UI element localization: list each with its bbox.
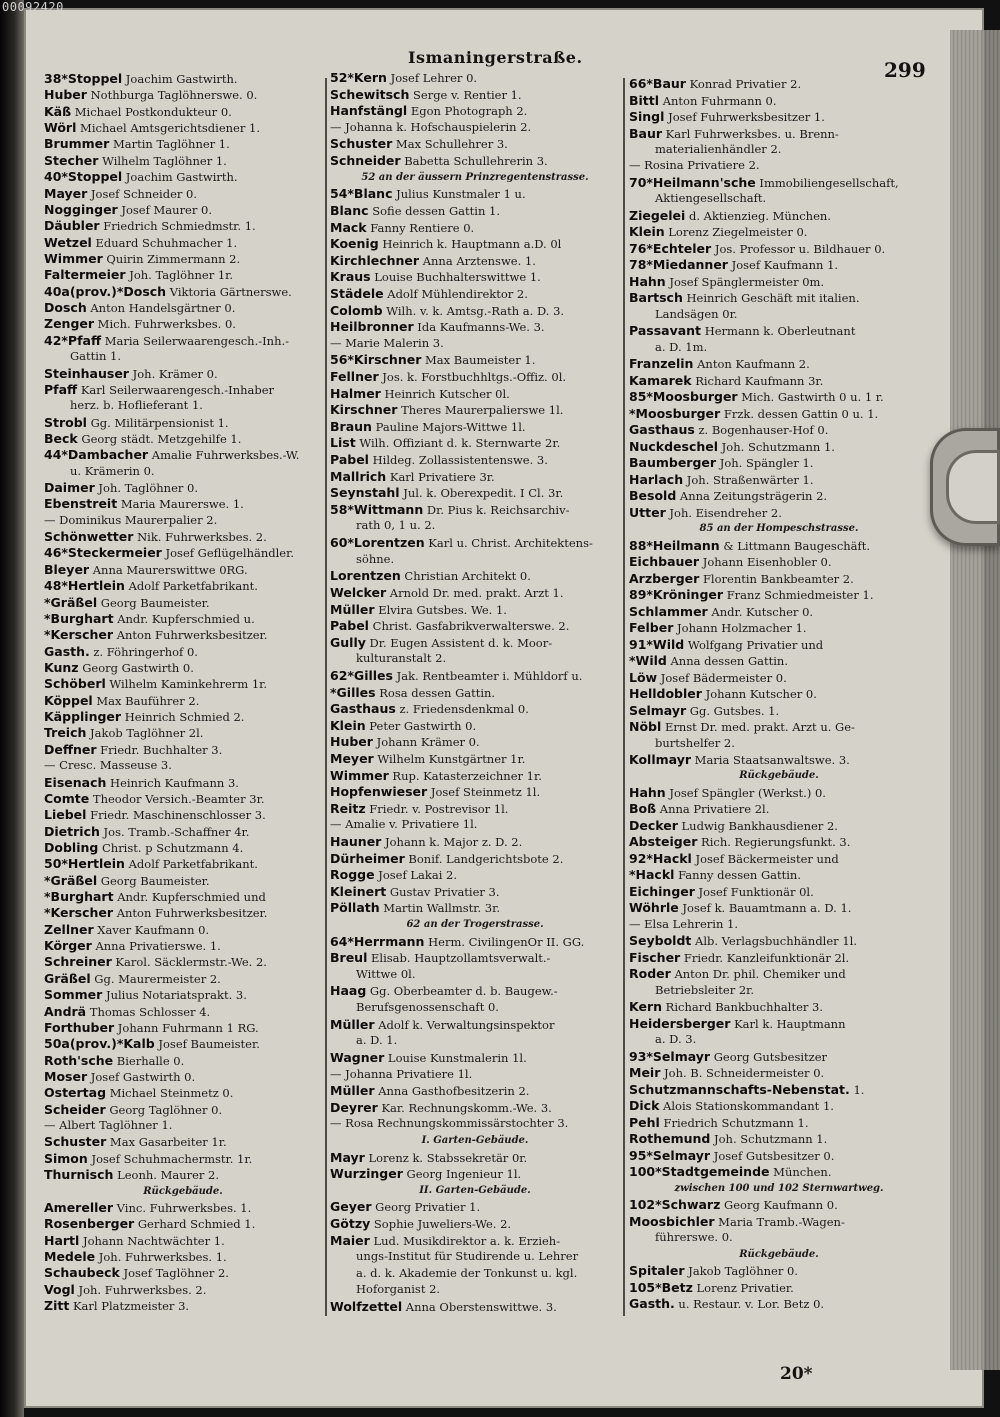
directory-entry: Eichbauer Johann Eisenhobler 0.	[629, 554, 832, 570]
directory-entry: Kirschner Theres Maurerpalierswe 1l.	[330, 402, 564, 418]
directory-entry: Beck Georg städt. Metzgehilfe 1.	[44, 430, 242, 446]
directory-entry: Wimmer Rup. Katasterzeichner 1r.	[330, 767, 542, 783]
directory-entry: Wolfzettel Anna Oberstenswittwe. 3.	[330, 1299, 557, 1314]
directory-entry: Zenger Mich. Fuhrwerksbes. 0.	[44, 316, 236, 332]
directory-entry: Spitaler Jakob Taglöhner 0.	[629, 1263, 798, 1278]
directory-entry: *Burghart Andr. Kupferschmied u.	[44, 610, 255, 626]
directory-entry: Bleyer Anna Maurerswittwe 0RG.	[44, 561, 248, 577]
directory-entry: Götzy Sophie Juweliers-We. 2.	[330, 1216, 512, 1231]
directory-entry: Dosch Anton Handelsgärtner 0.	[44, 300, 236, 315]
directory-entry: Gattin 1.	[70, 349, 121, 364]
directory-entry: Gasthaus z. Bogenhauser-Hof 0.	[629, 422, 829, 438]
directory-entry: Deyrer Kar. Rechnungskomm.-We. 3.	[330, 1099, 552, 1115]
directory-entry: führerswe. 0.	[655, 1230, 733, 1245]
directory-entry: — Amalie v. Privatiere 1l.	[330, 817, 478, 832]
directory-entry: Dürheimer Bonif. Landgerichtsbote 2.	[330, 850, 564, 866]
directory-entry: Hopfenwieser Josef Steinmetz 1l.	[330, 784, 541, 800]
directory-entry: Käpplinger Heinrich Schmied 2.	[44, 709, 245, 724]
directory-entry: — Johanna Privatiere 1l.	[330, 1066, 473, 1081]
directory-entry: Gasthaus z. Friedensdenkmal 0.	[330, 701, 529, 717]
directory-column-2	[330, 0, 620, 1417]
directory-entry: Seynstahl Jul. k. Oberexpedit. I Cl. 3r.	[330, 485, 564, 501]
directory-entry: — Dominikus Maurerpalier 2.	[44, 512, 218, 527]
directory-entry: Koenig Heinrich k. Hauptmann a.D. 0l	[330, 236, 562, 252]
directory-entry: Decker Ludwig Bankhausdiener 2.	[629, 817, 838, 833]
directory-entry: Müller Anna Gasthofbesitzerin 2.	[330, 1083, 530, 1099]
directory-entry: Hauner Johann k. Major z. D. 2.	[330, 834, 523, 849]
directory-entry: — Marie Malerin 3.	[330, 335, 444, 350]
directory-entry: Moosbichler Maria Tramb.-Wagen-	[629, 1213, 845, 1229]
directory-entry: 62 an der Trogerstrasse.	[406, 919, 544, 930]
directory-entry: materialienhändler 2.	[655, 141, 782, 156]
directory-entry: Kraus Louise Buchhalterswittwe 1.	[330, 269, 541, 285]
directory-entry: zwischen 100 und 102 Sternwartweg.	[674, 1182, 884, 1194]
directory-entry: 42*Pfaff Maria Seilerwaarengesch.-Inh.-	[44, 332, 290, 348]
directory-entry: Pfaff Karl Seilerwaarengesch.-Inhaber	[44, 381, 275, 397]
directory-entry: 102*Schwarz Georg Kaufmann 0.	[629, 1197, 838, 1213]
directory-entry: Andrä Thomas Schlosser 4.	[44, 1003, 211, 1019]
directory-entry: Breul Elisab. Hauptzollamtsverwalt.-	[330, 950, 551, 966]
directory-entry: Colomb Wilh. v. k. Amtsg.-Rath a. D. 3.	[330, 302, 565, 318]
directory-column-1	[44, 0, 322, 1417]
directory-entry: 93*Selmayr Georg Gutsbesitzer	[629, 1048, 828, 1064]
directory-entry: Meir Joh. B. Schneidermeister 0.	[629, 1065, 825, 1081]
directory-entry: Schuster Max Gasarbeiter 1r.	[44, 1134, 227, 1150]
directory-entry: II. Garten-Gebäude.	[419, 1184, 531, 1196]
directory-entry: Rückgebäude.	[143, 1185, 223, 1197]
directory-entry: Kleinert Gustav Privatier 3.	[330, 883, 500, 899]
directory-entry: Wörl Michael Amtsgerichtsdiener 1.	[44, 120, 260, 136]
page-clip-inner	[946, 450, 1000, 524]
directory-entry: Wimmer Quirin Zimmermann 2.	[44, 251, 241, 266]
directory-entry: Baumberger Joh. Spängler 1.	[629, 455, 814, 471]
directory-entry: Nöbl Ernst Dr. med. prakt. Arzt u. Ge-	[629, 719, 855, 734]
directory-entry: Huber Johann Krämer 0.	[330, 734, 480, 750]
directory-entry: Zitt Karl Platzmeister 3.	[44, 1298, 190, 1313]
directory-entry: 44*Dambacher Amalie Fuhrwerksbes.-W.	[44, 447, 300, 463]
directory-entry: Schuster Max Schullehrer 3.	[330, 136, 508, 152]
directory-entry: Kirchlechner Anna Arztenswe. 1.	[330, 252, 536, 268]
directory-entry: Scheider Georg Taglöhner 0.	[44, 1101, 223, 1117]
directory-entry: — Elsa Lehrerin 1.	[629, 916, 739, 931]
directory-entry: 52 an der äussern Prinzregentenstrasse.	[361, 171, 589, 183]
directory-entry: Roth'sche Bierhalle 0.	[44, 1052, 185, 1068]
directory-entry: Maier Lud. Musikdirektor a. k. Erzieh-	[330, 1232, 561, 1248]
directory-entry: 54*Blanc Julius Kunstmaler 1 u.	[330, 186, 526, 202]
directory-entry: Kern Richard Bankbuchhalter 3.	[629, 999, 824, 1015]
directory-entry: Utter Joh. Eisendreher 2.	[629, 504, 782, 520]
directory-entry: Löw Josef Bädermeister 0.	[629, 669, 787, 685]
directory-entry: Stecher Wilhelm Taglöhner 1.	[44, 152, 227, 168]
directory-entry: 92*Hackl Josef Bäckermeister und	[629, 850, 839, 866]
directory-entry: Gasth. z. Föhringerhof 0.	[44, 643, 198, 659]
directory-entry: Haag Gg. Oberbeamter d. b. Baugew.-	[330, 983, 558, 999]
directory-entry: Dietrich Jos. Tramb.-Schaffner 4r.	[44, 823, 250, 839]
directory-entry: Helldobler Johann Kutscher 0.	[629, 686, 817, 701]
directory-entry: Hahn Josef Spänglermeister 0m.	[629, 273, 825, 289]
directory-entry: Faltermeier Joh. Taglöhner 1r.	[44, 267, 234, 283]
directory-entry: Mallrich Karl Privatiere 3r.	[330, 468, 495, 484]
directory-entry: Rothemund Joh. Schutzmann 1.	[629, 1131, 828, 1147]
directory-entry: Huber Nothburga Taglöhnerswe. 0.	[44, 87, 258, 103]
directory-entry: Selmayr Gg. Gutsbes. 1.	[629, 702, 780, 718]
directory-entry: Schöberl Wilhelm Kaminkehrerm 1r.	[44, 676, 268, 692]
directory-entry: Körger Anna Privatierswe. 1.	[44, 938, 221, 954]
directory-entry: Ebenstreit Maria Maurerswe. 1.	[44, 496, 244, 512]
directory-entry: 66*Baur Konrad Privatier 2.	[629, 76, 802, 91]
directory-entry: *Moosburger Frzk. dessen Gattin 0 u. 1.	[629, 405, 879, 421]
directory-entry: Singl Josef Fuhrwerksbesitzer 1.	[629, 109, 825, 124]
directory-entry: Bittl Anton Fuhrmann 0.	[629, 92, 777, 108]
directory-entry: *Kerscher Anton Fuhrwerksbesitzer.	[44, 627, 268, 643]
directory-entry: Reitz Friedr. v. Postrevisor 1l.	[330, 800, 509, 816]
scan-id-stamp: 00092420	[2, 0, 64, 14]
directory-entry: Medele Joh. Fuhrwerksbes. 1.	[44, 1248, 227, 1264]
directory-entry: 38*Stoppel Joachim Gastwirth.	[44, 71, 238, 86]
directory-entry: Gasth. u. Restaur. v. Lor. Betz 0.	[629, 1296, 825, 1311]
directory-column-3	[629, 0, 929, 1417]
directory-entry: *Wild Anna dessen Gattin.	[629, 653, 788, 668]
directory-entry: Heidersberger Karl k. Hauptmann	[629, 1015, 846, 1031]
directory-entry: Aktiengesellschaft.	[655, 191, 767, 206]
directory-entry: 64*Herrmann Herm. CivilingenOr II. GG.	[330, 933, 585, 949]
directory-entry: 52*Kern Josef Lehrer 0.	[330, 70, 478, 85]
directory-entry: Felber Johann Holzmacher 1.	[629, 620, 807, 636]
directory-entry: Wetzel Eduard Schuhmacher 1.	[44, 234, 238, 250]
directory-entry: — Rosa Rechnungskommissärstochter 3.	[330, 1116, 569, 1131]
directory-entry: Berufsgenossenschaft 0.	[356, 1000, 499, 1015]
directory-entry: Braun Pauline Majors-Wittwe 1l.	[330, 418, 526, 434]
directory-entry: Brummer Martin Taglöhner 1.	[44, 136, 230, 152]
directory-entry: Nuckdeschel Joh. Schutzmann 1.	[629, 438, 835, 454]
directory-entry: Hanfstängl Egon Photograph 2.	[330, 103, 528, 119]
directory-entry: Wurzinger Georg Ingenieur 1l.	[330, 1166, 522, 1182]
street-header: Ismaningerstraße.	[408, 48, 583, 67]
directory-entry: u. Krämerin 0.	[70, 463, 155, 478]
directory-entry: a. d. k. Akademie der Tonkunst u. kgl.	[356, 1265, 578, 1280]
directory-entry: 70*Heilmann'sche Immobiliengesellschaft,	[629, 174, 899, 190]
directory-entry: List Wilh. Offiziant d. k. Sternwarte 2r.	[330, 435, 561, 451]
directory-entry: 60*Lorentzen Karl u. Christ. Architektens-	[330, 535, 593, 550]
directory-entry: 95*Selmayr Josef Gutsbesitzer 0.	[629, 1147, 835, 1163]
directory-entry: Steinhauser Joh. Krämer 0.	[44, 365, 218, 381]
directory-entry: — Johanna k. Hofschauspielerin 2.	[330, 119, 532, 134]
directory-entry: Thurnisch Leonh. Maurer 2.	[44, 1167, 220, 1183]
directory-entry: Pabel Hildeg. Zollassistentenswe. 3.	[330, 452, 548, 467]
directory-entry: *Gräßel Georg Baumeister.	[44, 594, 210, 610]
directory-entry: Ostertag Michael Steinmetz 0.	[44, 1085, 234, 1101]
directory-entry: söhne.	[356, 551, 395, 566]
directory-entry: Treich Jakob Taglöhner 2l.	[44, 725, 204, 741]
directory-entry: Däubler Friedrich Schmiedmstr. 1.	[44, 218, 256, 234]
directory-entry: *Hackl Fanny dessen Gattin.	[629, 867, 801, 883]
directory-entry: — Albert Taglöhner 1.	[44, 1118, 173, 1132]
directory-entry: ungs-Institut für Studirende u. Lehrer	[356, 1249, 579, 1264]
directory-entry: Wöhrle Josef k. Bauamtmann a. D. 1.	[629, 900, 852, 916]
directory-entry: Kamarek Richard Kaufmann 3r.	[629, 372, 824, 388]
directory-entry: Ziegelei d. Aktienzieg. München.	[629, 207, 831, 223]
directory-entry: Eisenach Heinrich Kaufmann 3.	[44, 774, 239, 790]
page-number: 299	[884, 58, 926, 82]
directory-entry: a. D. 1m.	[655, 339, 708, 354]
directory-entry: Absteiger Rich. Regierungsfunkt. 3.	[629, 834, 851, 850]
directory-entry: 56*Kirschner Max Baumeister 1.	[330, 352, 536, 368]
directory-entry: Daimer Joh. Taglöhner 0.	[44, 480, 199, 495]
directory-entry: Harlach Joh. Straßenwärter 1.	[629, 471, 814, 487]
directory-entry: Lorentzen Christian Architekt 0.	[330, 568, 531, 584]
directory-entry: Besold Anna Zeitungsträgerin 2.	[629, 488, 828, 504]
directory-entry: Hartl Johann Nachtwächter 1.	[44, 1232, 225, 1248]
directory-entry: Rückgebäude.	[739, 770, 819, 782]
directory-entry: 85*Moosburger Mich. Gastwirth 0 u. 1 r.	[629, 389, 884, 405]
directory-entry: Schneider Babetta Schullehrerin 3.	[330, 153, 548, 168]
directory-entry: Schewitsch Serge v. Rentier 1.	[330, 86, 522, 102]
directory-entry: Passavant Hermann k. Oberleutnant	[629, 323, 856, 339]
directory-entry: Seyboldt Alb. Verlagsbuchhändler 1l.	[629, 933, 857, 949]
directory-entry: Arzberger Florentin Bankbeamter 2.	[629, 570, 854, 586]
directory-entry: Pöllath Martin Wallmstr. 3r.	[330, 900, 500, 916]
directory-entry: herz. b. Hoflieferant 1.	[70, 398, 203, 413]
page-edges	[950, 30, 1000, 1370]
directory-entry: Amereller Vinc. Fuhrwerksbes. 1.	[44, 1199, 252, 1215]
directory-entry: 40*Stoppel Joachim Gastwirth.	[44, 169, 238, 185]
directory-entry: Dobling Christ. p Schutzmann 4.	[44, 839, 244, 855]
directory-entry: Mayr Lorenz k. Stabssekretär 0r.	[330, 1149, 528, 1165]
directory-entry: 76*Echteler Jos. Professor u. Bildhauer 0.	[629, 240, 886, 256]
directory-entry: Wittwe 0l.	[356, 966, 416, 981]
directory-entry: 40a(prov.)*Dosch Viktoria Gärtnerswe.	[44, 283, 292, 299]
directory-entry: Boß Anna Privatiere 2l.	[629, 801, 770, 817]
directory-entry: Strobl Gg. Militärpensionist 1.	[44, 414, 229, 430]
directory-entry: Forthuber Johann Fuhrmann 1 RG.	[44, 1019, 259, 1035]
directory-entry: Mayer Josef Schneider 0.	[44, 185, 197, 201]
directory-entry: 91*Wild Wolfgang Privatier und	[629, 636, 824, 652]
directory-entry: 85 an der Hompeschstrasse.	[699, 523, 859, 535]
directory-entry: Liebel Friedr. Maschinenschlosser 3.	[44, 807, 266, 823]
directory-entry: Landsägen 0r.	[655, 306, 738, 321]
directory-entry: Fellner Jos. k. Forstbuchhltgs.-Offiz. 0l.	[330, 368, 567, 384]
directory-entry: Schutzmannschafts-Nebenstat. 1.	[629, 1081, 865, 1097]
directory-entry: *Gräßel Georg Baumeister.	[44, 872, 210, 888]
directory-entry: Gräßel Gg. Maurermeister 2.	[44, 970, 221, 986]
directory-entry: — Cresc. Masseuse 3.	[44, 758, 172, 773]
directory-entry: *Burghart Andr. Kupferschmied und	[44, 889, 266, 904]
directory-entry: Halmer Heinrich Kutscher 0l.	[330, 385, 510, 401]
directory-entry: *Kerscher Anton Fuhrwerksbesitzer.	[44, 905, 268, 921]
directory-entry: 105*Betz Lorenz Privatier.	[629, 1279, 794, 1295]
directory-entry: Gully Dr. Eugen Assistent d. k. Moor-	[330, 634, 553, 650]
directory-entry: Müller Elvira Gutsbes. We. 1.	[330, 601, 507, 617]
directory-entry: Vogl Joh. Fuhrwerksbes. 2.	[44, 1281, 207, 1297]
directory-entry: Fischer Friedr. Kanzleifunktionär 2l.	[629, 949, 850, 965]
printer-signature: 20*	[780, 1364, 813, 1384]
directory-entry: I. Garten-Gebäude.	[421, 1134, 529, 1146]
directory-entry: Deffner Friedr. Buchhalter 3.	[44, 741, 223, 757]
directory-entry: Rückgebäude.	[739, 1248, 819, 1260]
directory-entry: Moser Josef Gastwirth 0.	[44, 1069, 196, 1084]
directory-entry: Betriebsleiter 2r.	[655, 982, 755, 997]
directory-entry: Comte Theodor Versich.-Beamter 3r.	[44, 790, 265, 806]
directory-entry: Sommer Julius Notariatsprakt. 3.	[44, 987, 247, 1003]
directory-entry: Rosenberger Gerhard Schmied 1.	[44, 1216, 256, 1232]
directory-entry: Roder Anton Dr. phil. Chemiker und	[629, 966, 846, 982]
directory-entry: Pehl Friedrich Schutzmann 1.	[629, 1114, 809, 1130]
directory-entry: — Rosina Privatiere 2.	[629, 158, 760, 173]
directory-entry: burtshelfer 2.	[655, 735, 735, 750]
directory-entry: Klein Lorenz Ziegelmeister 0.	[629, 224, 808, 240]
directory-entry: Bartsch Heinrich Geschäft mit italien.	[629, 290, 860, 306]
directory-entry: Simon Josef Schuhmachermstr. 1r.	[44, 1150, 253, 1166]
directory-entry: Baur Karl Fuhrwerksbes. u. Brenn-	[629, 125, 839, 141]
directory-entry: 62*Gilles Jak. Rentbeamter i. Mühldorf u.	[330, 667, 583, 683]
directory-entry: Hahn Josef Spängler (Werkst.) 0.	[629, 784, 826, 800]
directory-entry: 50a(prov.)*Kalb Josef Baumeister.	[44, 1036, 260, 1052]
directory-entry: kulturanstalt 2.	[356, 651, 447, 666]
directory-entry: Blanc Sofie dessen Gattin 1.	[330, 202, 500, 218]
directory-entry: Städele Adolf Mühlendirektor 2.	[330, 285, 528, 301]
directory-entry: 88*Heilmann & Littmann Baugeschäft.	[629, 537, 871, 553]
directory-entry: *Gilles Rosa dessen Gattin.	[330, 684, 496, 700]
directory-entry: Kollmayr Maria Staatsanwaltswe. 3.	[629, 751, 850, 767]
directory-entry: Käß Michael Postkondukteur 0.	[44, 103, 232, 119]
directory-entry: a. D. 3.	[655, 1032, 697, 1047]
directory-entry: Heilbronner Ida Kaufmanns-We. 3.	[330, 319, 545, 335]
directory-entry: 78*Miedanner Josef Kaufmann 1.	[629, 257, 839, 273]
directory-entry: a. D. 1.	[356, 1033, 398, 1048]
directory-entry: Schaubeck Josef Taglöhner 2.	[44, 1265, 229, 1281]
directory-entry: Wagner Louise Kunstmalerin 1l.	[330, 1049, 527, 1065]
directory-entry: 58*Wittmann Dr. Pius k. Reichsarchiv-	[330, 501, 570, 517]
directory-entry: Pabel Christ. Gasfabrikverwalterswe. 2.	[330, 618, 570, 634]
directory-entry: Schreiner Karol. Säcklermstr.-We. 2.	[44, 954, 267, 970]
directory-entry: 46*Steckermeier Josef Geflügelhändler.	[44, 545, 294, 561]
directory-entry: Mack Fanny Rentiere 0.	[330, 219, 475, 235]
binding-gutter	[0, 0, 24, 1417]
column-divider-2	[623, 78, 625, 1316]
directory-entry: Nogginger Josef Maurer 0.	[44, 201, 212, 217]
directory-entry: 100*Stadtgemeinde München.	[629, 1164, 832, 1180]
directory-entry: Schönwetter Nik. Fuhrwerksbes. 2.	[44, 529, 267, 545]
directory-entry: Zellner Xaver Kaufmann 0.	[44, 921, 210, 937]
directory-entry: Geyer Georg Privatier 1.	[330, 1199, 481, 1215]
directory-entry: Köppel Max Bauführer 2.	[44, 692, 200, 708]
directory-entry: Rogge Josef Lakai 2.	[330, 867, 458, 883]
directory-entry: rath 0, 1 u. 2.	[356, 518, 436, 533]
directory-entry: Dick Alois Stationskommandant 1.	[629, 1098, 834, 1114]
directory-entry: Franzelin Anton Kaufmann 2.	[629, 356, 810, 372]
directory-entry: Klein Peter Gastwirth 0.	[330, 717, 477, 733]
column-divider-1	[325, 78, 327, 1316]
directory-entry: 48*Hertlein Adolf Parketfabrikant.	[44, 578, 258, 594]
directory-entry: Kunz Georg Gastwirth 0.	[44, 660, 194, 675]
directory-entry: Welcker Arnold Dr. med. prakt. Arzt 1.	[330, 584, 564, 600]
directory-entry: Müller Adolf k. Verwaltungsinspektor	[330, 1016, 555, 1032]
directory-entry: 89*Kröninger Franz Schmiedmeister 1.	[629, 587, 874, 603]
directory-entry: Hoforganist 2.	[356, 1282, 441, 1297]
directory-entry: Meyer Wilhelm Kunstgärtner 1r.	[330, 750, 526, 766]
directory-entry: Schlammer Andr. Kutscher 0.	[629, 603, 814, 619]
directory-entry: Eichinger Josef Funktionär 0l.	[629, 883, 814, 899]
directory-entry: 50*Hertlein Adolf Parketfabrikant.	[44, 856, 258, 872]
